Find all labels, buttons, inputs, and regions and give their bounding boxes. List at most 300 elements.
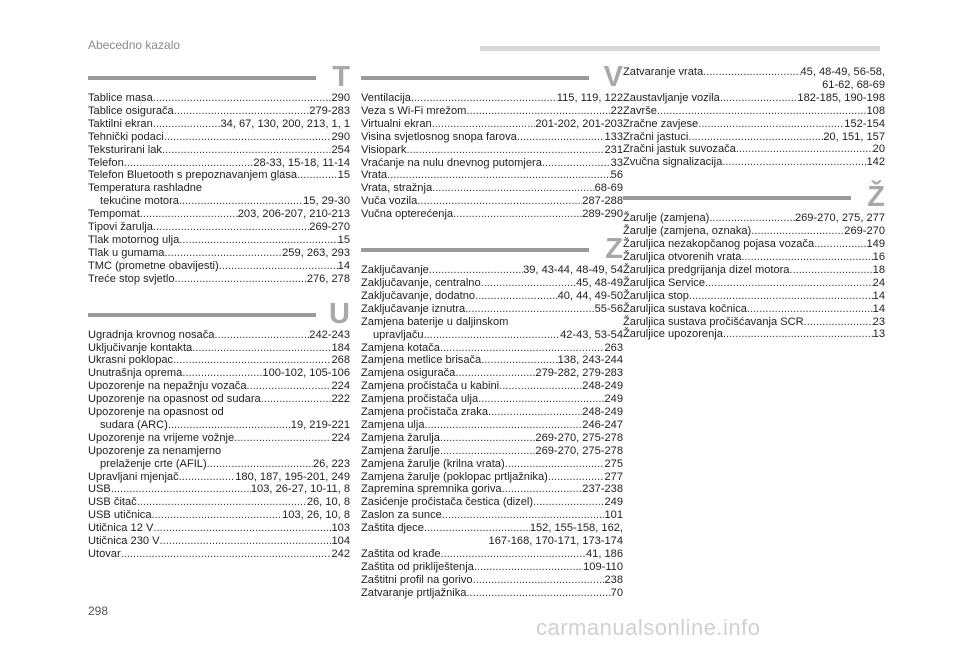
entry-label: sudara (ARC) [100,418,168,431]
letter-heading [623,181,885,214]
entry-label: Zamjena žarulje [361,444,440,457]
index-entry [88,483,350,496]
entry-pages: 100-102, 105-106 [262,367,350,380]
entry-pages: 14 [872,289,885,302]
index-entry [88,522,350,535]
index-entry [88,234,350,247]
entry-label: Žarulje (zamjena) [623,212,710,225]
dot-leader [533,496,604,509]
dot-leader [164,131,332,144]
index-entry [88,393,350,406]
index-entry [361,548,623,561]
entry-label: Žarulje (zamjena, oznaka) [623,225,752,238]
letter-heading [361,61,623,93]
index-entry [361,182,623,195]
entry-pages: 22 [610,104,623,117]
letter-heading [88,297,350,330]
index-entry [88,221,350,234]
dot-leader [481,277,576,290]
entry-pages: 14 [872,302,885,315]
index-entry [361,195,623,208]
entry-pages: 103, 26, 10, 8 [282,509,350,522]
entry-label: Vučna opterećenja [361,208,454,221]
entry-pages: 33 [610,156,623,169]
entry-label: Tlak motornog ulja [88,233,180,246]
index-entry [623,303,885,316]
index-entry [361,169,623,182]
entry-pages: 237-238 [582,483,623,496]
index-entry [361,118,623,131]
dot-leader [453,208,582,221]
index-entry [88,169,350,182]
index-entry [623,79,885,92]
entry-pages: 269-270 [309,221,350,234]
dot-leader [140,208,238,221]
entry-pages: 290 [331,130,350,143]
index-entry [88,92,350,105]
dot-leader [505,458,605,471]
entry-label: Virtualni ekran [361,117,432,130]
dot-leader [736,143,873,156]
dot-leader [722,156,866,169]
page-number: 298 [88,604,109,618]
entry-label: USB utičnica [88,509,152,522]
entry-pages: 224 [331,431,350,444]
dot-leader [747,303,873,316]
entry-pages: 279-282, 279-283 [535,367,623,380]
letter-divider [361,248,589,252]
entry-label: Unutrašnja oprema [88,367,183,380]
entry-pages: 16 [872,250,885,263]
entry-pages: 289-290 [582,208,623,221]
index-column-3 [623,66,885,358]
dot-leader [192,342,331,355]
index-entry [361,303,623,316]
entry-label: USB čitač [88,496,137,509]
dot-leader [432,182,595,195]
dot-leader [705,277,873,290]
entry-pages: 180, 187, 195-201, 249 [235,470,350,483]
entry-label: Zamjena metlice brisača [361,354,482,367]
entry-label: Zaključavanje, centralno [361,276,481,289]
dot-leader [179,195,303,208]
entry-pages: 224 [331,380,350,393]
index-entry [361,419,623,432]
entry-pages: 269-270, 275, 277 [794,212,885,225]
index-entry [623,328,885,341]
entry-label: Upravljani mjenjač [88,470,179,483]
index-entry [361,92,623,105]
dot-leader [160,535,332,548]
entry-label: TMC (prometne obavijesti) [88,259,219,272]
entry-pages: 246-247 [582,418,623,431]
entry-label: Zatvaranje vrata [623,66,704,78]
entry-pages: 184 [331,341,350,354]
index-section [361,233,623,600]
entry-label: prelaženje crte (AFIL) [100,457,207,470]
entry-label: Tlak u gumama [88,246,165,259]
entry-label: Vraćanje na nulu dnevnog putomjera [361,156,542,169]
entry-pages: 109-110 [583,560,623,573]
entry-pages: 103 [331,522,350,535]
index-entry [623,105,885,118]
entry-pages: 167-168, 170-171, 173-174 [488,535,623,548]
entry-pages: 263 [604,341,623,354]
index-entry [361,432,623,445]
entry-label: Zamjena osigurača [361,367,456,380]
entry-label: Zasićenje pročistača čestica (dizel) [361,496,534,509]
entry-pages: 269-270 [844,225,885,238]
entry-pages: 68-69 [594,182,623,195]
index-entry [623,66,885,79]
dot-leader [387,169,611,182]
entry-pages: 133 [604,130,623,143]
dot-leader [153,118,221,131]
entry-pages: 248-249 [582,406,623,419]
entry-pages: 24 [872,276,885,289]
dot-leader [432,118,536,131]
index-entry [361,144,623,157]
entry-label: Ukrasni poklopac [88,354,174,367]
entry-pages: 276, 278 [306,272,350,285]
index-entry [361,131,623,144]
entry-label: Žaruljice upozorenja [623,328,723,341]
entry-label: Žaruljica otvorenih vrata [623,250,742,263]
index-entry [361,574,623,587]
index-entry [361,329,623,342]
entry-label: Utovar [88,548,121,560]
entry-pages: 138, 243-244 [557,354,623,367]
entry-label: Zaključavanje [361,264,429,277]
dot-leader [424,329,561,342]
index-entry [88,535,350,548]
index-entry [623,212,885,225]
entry-label: Teksturirani lak [88,143,162,156]
entry-label: Zračni jastuci [623,130,689,143]
watermark: carmanualsonline.info [536,615,761,640]
dot-leader [698,118,844,131]
dot-leader [751,225,844,238]
index-entry [361,393,623,406]
entry-label: Treće stop svjetlo [88,272,175,285]
dot-leader [297,169,338,182]
entry-label: Zamjena pročistača u kabini [361,380,500,393]
entry-pages: 238 [604,573,623,586]
entry-label: Zamjena žarulje (poklopac prtljažnika) [361,470,548,483]
entry-pages: 61-62, 68-69 [822,78,885,91]
index-entry [623,225,885,238]
index-entry [88,118,350,131]
index-entry [623,290,885,303]
entry-label: Telefon Bluetooth s prepoznavanjem glasa [88,169,298,182]
entry-label: Upozorenje na vrijeme vožnje [88,431,235,444]
entry-pages: 20 [872,143,885,156]
entry-label: Zamjena baterije u daljinskom [361,315,509,328]
index-entry [623,264,885,277]
entry-pages: 15, 29-30 [303,195,350,208]
index-entry [361,342,623,355]
index-entry [361,157,623,170]
entry-label: Upozorenje za nenamjerno [88,444,222,457]
entry-pages: 14 [337,259,350,272]
index-entry [361,509,623,522]
entry-pages: 15 [337,233,350,246]
index-entry [361,406,623,419]
entry-label: Visiopark [361,143,407,156]
index-entry [623,131,885,144]
entry-pages: 201-202, 201-203 [535,117,623,130]
entry-pages: 242 [331,548,350,560]
header-divider [480,46,880,51]
entry-pages: 26, 10, 8 [306,496,350,509]
dot-leader [466,105,610,118]
index-entry [361,522,623,535]
dot-leader [741,251,872,264]
dot-leader [442,509,605,522]
index-entry [88,182,350,195]
section-letter: Z [605,233,623,266]
index-entry [88,406,350,419]
dot-leader [164,247,282,260]
index-entry [623,251,885,264]
entry-label: Upozorenje na opasnost od [88,406,224,419]
entry-label: Uključivanje kontakta [88,341,193,354]
entry-label: Upozorenje na opasnost od sudara [88,393,261,406]
entry-label: Utičnica 230 V [88,535,160,548]
dot-leader [440,342,605,355]
entry-pages: 254 [331,143,350,156]
entry-pages: 222 [331,393,350,406]
entry-pages: 242-243 [309,328,350,341]
entry-label: Tempomat [88,208,140,221]
entry-label: Zaključavanje, dodatno [361,289,476,302]
entry-pages: 268 [331,354,350,367]
dot-leader [720,92,798,105]
index-entry [361,458,623,471]
index-section [361,61,623,221]
index-entry [88,367,350,380]
index-entry [88,260,350,273]
dot-leader [417,195,582,208]
entry-pages: 290 [331,92,350,104]
dot-leader [440,445,535,458]
entry-label: Tablice osigurača [88,104,174,117]
dot-leader [121,548,332,561]
entry-label: Veza s Wi-Fi mrežom [361,104,467,117]
index-entry [361,587,623,600]
index-entry [88,247,350,260]
entry-pages: 279-283 [309,104,350,117]
entry-pages: 287-288 [582,195,623,208]
index-entry [88,157,350,170]
entry-pages: 18 [872,263,885,276]
entry-label: Vuča vozila [361,195,418,208]
index-entry [361,316,623,329]
dot-leader [689,290,873,303]
index-entry [623,277,885,290]
entry-pages: 23 [872,315,885,328]
index-entry [361,483,623,496]
dot-leader [153,522,331,535]
dot-leader [466,587,610,600]
entry-pages: 249 [604,496,623,509]
section-letter: T [332,61,350,93]
entry-pages: 55-56 [594,302,623,315]
entry-label: Zaključavanje iznutra [361,302,466,315]
index-entry [361,471,623,484]
dot-leader [152,509,283,522]
entry-pages: 103, 26-27, 10-11, 8 [250,483,350,496]
entry-label: Utičnica 12 V [88,522,154,535]
dot-leader [173,354,331,367]
entry-pages: 19, 219-221 [290,418,350,431]
entry-label: Taktilni ekran [88,117,153,130]
dot-leader [153,221,309,234]
entry-label: Zapremina spremnika goriva [361,483,502,496]
index-entry [88,144,350,157]
dot-leader [207,458,313,471]
entry-pages: 34, 67, 130, 200, 213, 1, 1 [220,117,350,130]
entry-pages: 45, 48-49, 56-58, [800,66,885,78]
entry-label: Zaštita djece [361,522,424,535]
section-title: Abecedno kazalo [88,38,181,52]
entry-label: Zaštitni profil na gorivo [361,573,473,586]
dot-leader [475,290,558,303]
entry-label: USB [88,483,111,496]
entry-label: Zračni jastuk suvozača [623,143,736,156]
index-entry [88,548,350,561]
entry-pages: 56 [610,169,623,182]
entry-pages: 20, 151, 157 [823,130,885,143]
dot-leader [425,419,583,432]
dot-leader [517,131,605,144]
entry-label: Zaslon za sunce [361,509,442,522]
dot-leader [723,328,873,341]
entry-label: Zamjena pročistača ulja [361,393,479,406]
entry-pages: 248-249 [582,380,623,393]
dot-leader [411,92,557,105]
dot-leader [424,522,530,535]
dot-leader [473,574,605,587]
dot-leader [137,496,307,509]
dot-leader [703,66,800,79]
index-entry [88,496,350,509]
letter-divider [623,196,851,200]
letter-heading [361,233,623,266]
index-section [623,181,885,341]
entry-label: Zamjena kotača [361,341,440,354]
entry-pages: 15 [337,169,350,182]
dot-leader [688,131,823,144]
entry-pages: 26, 223 [312,457,350,470]
index-entry [361,445,623,458]
index-section [88,297,350,561]
index-entry [361,496,623,509]
dot-leader [406,144,604,157]
entry-label: Ventilacija [361,92,411,104]
dot-leader [153,92,332,105]
section-letter: U [329,297,350,330]
index-entry [88,208,350,221]
dot-leader [499,380,582,393]
entry-label: Vrata, stražnja [361,182,433,195]
dot-leader [175,273,307,286]
entry-label: Tipovi žarulja [88,221,153,234]
index-entry [623,156,885,169]
dot-leader [814,238,866,251]
entry-label: Žaruljica nezakopčanog pojasa vozača [623,238,815,251]
dot-leader [219,260,338,273]
dot-leader [478,393,604,406]
index-entry [88,471,350,484]
entry-pages: 275 [604,457,623,470]
dot-leader [542,157,611,170]
dot-leader [455,367,535,380]
entry-label: Upozorenje na nepažnju vozača [88,380,247,393]
index-entry [88,273,350,286]
entry-pages: 28-33, 15-18, 11-14 [253,156,350,169]
dot-leader [182,367,262,380]
dot-leader [168,419,291,432]
entry-pages: 249 [604,393,623,406]
index-entry [88,105,350,118]
entry-label: Zračne zavjese [623,117,699,130]
entry-label: Visina svjetlosnog snopa farova [361,130,517,143]
entry-label: Zatvaranje prtljažnika [361,586,467,599]
dot-leader [502,483,583,496]
entry-pages: 45, 48-49 [576,276,623,289]
letter-divider [88,313,316,317]
index-entry [361,380,623,393]
entry-label: Telefon [88,156,124,169]
entry-label: Tablice masa [88,92,153,104]
entry-pages: 269-270, 275-278 [535,444,623,457]
entry-pages: 259, 263, 293 [282,246,350,259]
index-entry [361,561,623,574]
entry-label: Završe [623,104,657,117]
index-column-2 [361,61,623,617]
index-entry [88,131,350,144]
entry-label: Žaruljica sustava kočnica [623,302,747,315]
entry-label: Zaštita od krađe [361,548,441,560]
index-entry [361,277,623,290]
entry-label: Vrata [361,169,388,182]
entry-label: Zamjena ulja [361,418,425,431]
index-entry [88,380,350,393]
entry-pages: 152, 155-158, 162, [529,522,623,535]
index-entry [361,367,623,380]
dot-leader [214,329,309,342]
entry-pages: 115, 119, 122 [556,92,623,104]
index-entry [88,195,350,208]
dot-leader [247,380,332,393]
index-entry [88,342,350,355]
index-entry [88,445,350,458]
entry-label: Zvučna signalizacija [623,156,723,169]
entry-label: upravljaču [373,328,424,341]
index-entry [623,118,885,131]
index-section [623,66,885,169]
dot-leader [429,264,523,277]
letter-heading [88,61,350,93]
letter-divider [88,76,316,80]
index-entry [88,458,350,471]
index-entry [623,316,885,329]
dot-leader [474,561,583,574]
index-entry [88,419,350,432]
dot-leader [234,432,331,445]
entry-pages: 149 [866,238,885,251]
